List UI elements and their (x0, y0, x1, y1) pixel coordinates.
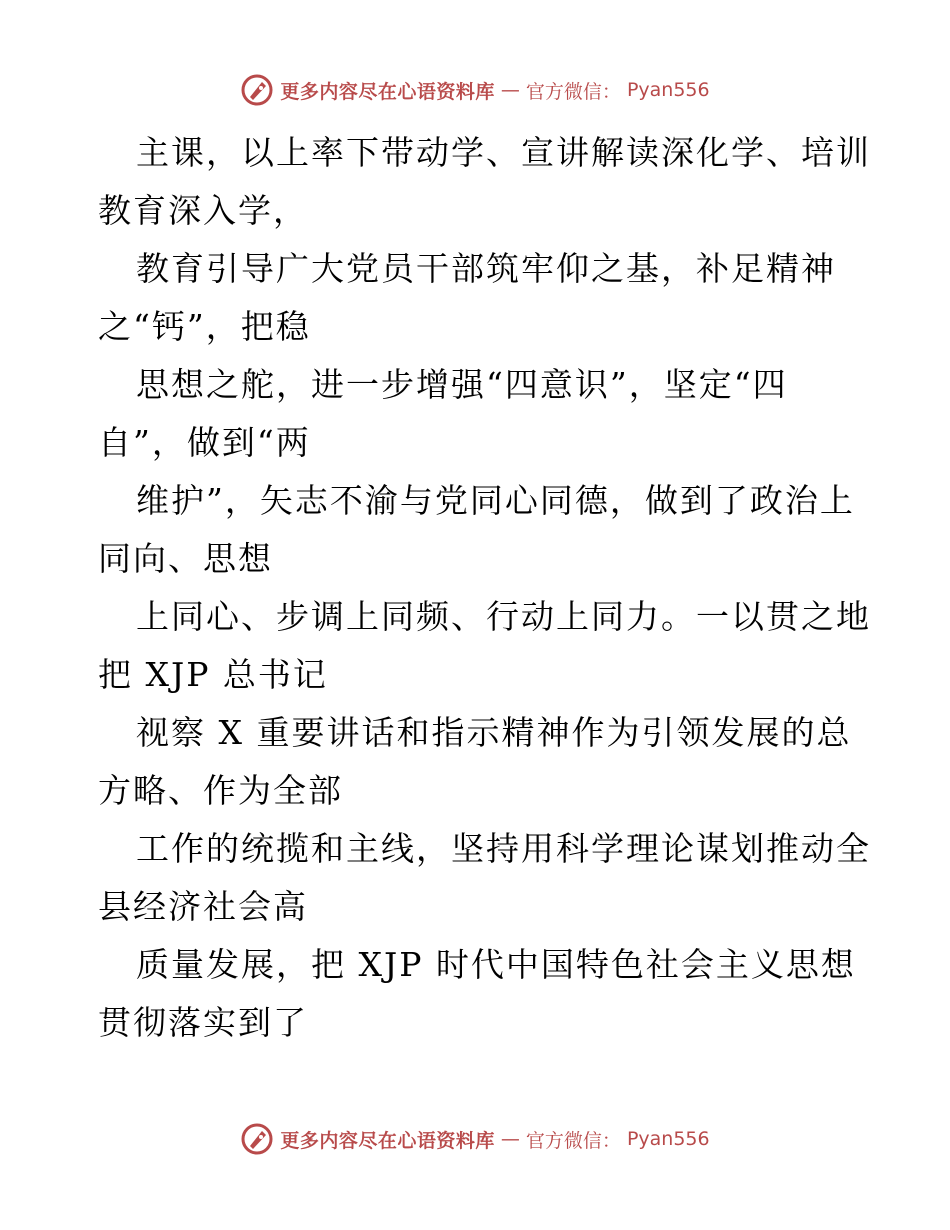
text-line: 上同心、步调上同频、行动上同力。一以贯之地 (136, 597, 871, 636)
footer-watermark (0, 1119, 950, 1159)
watermark-separator: — (500, 1128, 520, 1150)
watermark-wechat-label: 官方微信： (525, 1129, 621, 1152)
text-line: 维护”，矢志不渝与党同心同德，做到了政治上 (136, 481, 855, 520)
text-line: 同向、思想 (98, 539, 273, 578)
watermark-separator: — (500, 79, 520, 101)
header-watermark (0, 70, 950, 110)
text-line: 把 XJP 总书记 (98, 655, 328, 694)
text-line: 主课，以上率下带动学、宣讲解读深化学、培训 (136, 133, 871, 172)
watermark-slogan: 更多内容尽在心语资料库 (280, 1129, 495, 1152)
pen-nib-circle-icon (240, 73, 274, 107)
watermark-slogan: 更多内容尽在心语资料库 (280, 80, 495, 103)
pen-nib-circle-icon (240, 1122, 274, 1156)
text-line: 视察 X 重要讲话和指示精神作为引领发展的总 (136, 713, 852, 752)
watermark-account: Pyan556 (626, 1128, 710, 1150)
text-line: 县经济社会高 (98, 887, 308, 926)
text-line: 贯彻落实到了 (98, 1003, 308, 1042)
text-line: 教育引导广大党员干部筑牢仰之基，补足精神 (136, 249, 836, 288)
watermark-account: Pyan556 (626, 79, 710, 101)
text-line: 质量发展，把 XJP 时代中国特色社会主义思想 (136, 945, 856, 984)
text-line: 工作的统揽和主线，坚持用科学理论谋划推动全 (136, 829, 871, 868)
watermark-wechat-label: 官方微信： (525, 80, 621, 103)
document-body (98, 124, 871, 1052)
text-line: 教育深入学， (98, 191, 308, 230)
text-line: 思想之舵，进一步增强“四意识”，坚定“四 (136, 365, 788, 404)
text-line: 方略、作为全部 (98, 771, 343, 810)
text-line: 自”，做到“两 (98, 423, 311, 462)
text-line: 之“钙”，把稳 (98, 307, 311, 346)
